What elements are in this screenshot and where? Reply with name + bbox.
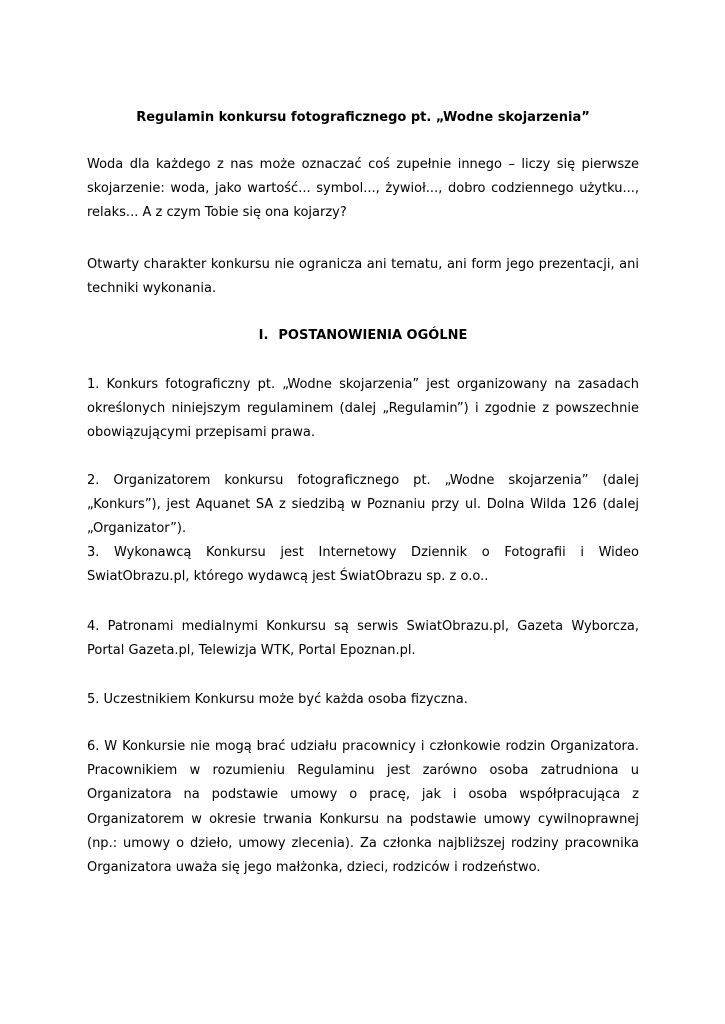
rule-paragraph-4: 4. Patronami medialnymi Konkursu są serwis SwiatObrazu.pl, Gazeta Wyborcza, Portal Gazeta.pl, Telewizja WTK, Portal Epoznan.pl. [87, 619, 639, 659]
document-title: Regulamin konkursu fotograficznego pt. „Wodne skojarzenia” [136, 110, 590, 125]
intro-paragraph: Otwarty charakter konkursu nie ogranicza ani tematu, ani form jego prezentacji, ani techniki wykonania. [87, 257, 639, 297]
rule-paragraph-3: 3. Wykonawcą Konkursu jest Internetowy Dziennik o Fotografii i Wideo SwiatObrazu.pl, którego wydawcą jest ŚwiatObrazu sp. z o.o.. [87, 545, 639, 585]
section-title: POSTANOWIENIA OGÓLNE [278, 328, 468, 343]
section-number: I. [258, 328, 269, 343]
rule-paragraph-6: 6. W Konkursie nie mogą brać udziału pracownicy i członkowie rodzin Organizatora. Pracownikiem w rozumieniu Regulaminu jest zarówno osoba zatrudniona u Organizatora na podstawie umowy o pracę, jak i osoba współpracująca z Organizatorem w okresie trwania Konkursu na podstawie umowy cywilnoprawnej (np.: umowy o dzieło, umowy zlecenia). Za członka najbliższej rodziny pracownika Organizatora uważa się jego małżonka, dzieci, rodziców i rodzeństwo. [87, 739, 639, 876]
rule-paragraph-5: 5. Uczestnikiem Konkursu może być każda osoba fizyczna. [87, 692, 468, 707]
rule-paragraph-1: 1. Konkurs fotograficzny pt. „Wodne skojarzenia” jest organizowany na zasadach określonych niniejszym regulaminem (dalej „Regulamin”) i zgodnie z powszechnie obowiązującymi przepisami prawa. [87, 377, 639, 441]
section-heading [87, 326, 639, 346]
document-page [87, 0, 639, 1024]
rule-paragraph-2: 2. Organizatorem konkursu fotograficznego pt. „Wodne skojarzenia” (dalej „Konkurs”), jest Aquanet SA z siedzibą w Poznaniu przy ul. Dolna Wilda 126 (dalej „Organizator”). [87, 473, 639, 537]
intro-paragraph: Woda dla każdego z nas może oznaczać coś zupełnie innego – liczy się pierwsze skojarzenie: woda, jako wartość... symbol..., żywioł..., dobro codziennego użytku..., relaks... A z czym Tobie się ona kojarzy? [87, 157, 639, 221]
